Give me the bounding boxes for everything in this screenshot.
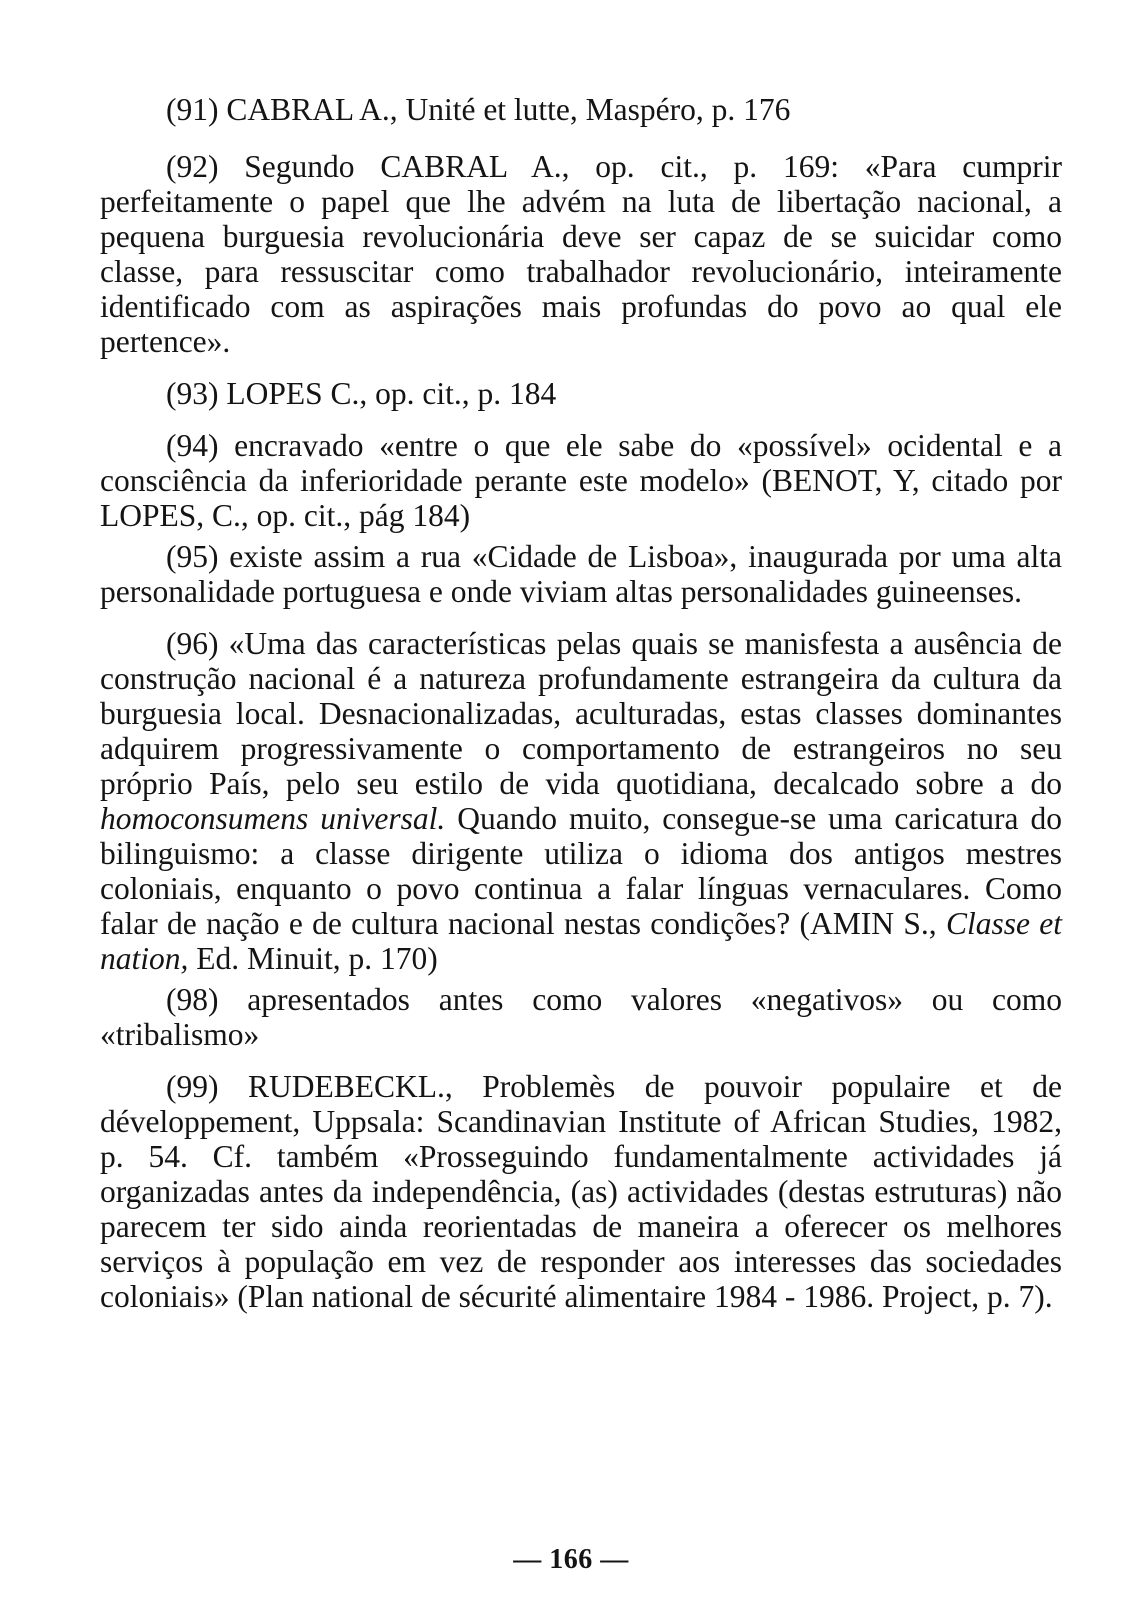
footnote-98	[100, 982, 1062, 1052]
footnote-96-text-a: (96) «Uma das características pelas quais se manisfesta a ausência de construção nacional é a natureza profundamente estrangeira da cultura da burguesia local. Desnacionalizadas, aculturadas, estas classes dominantes adquirem progressivamente o comportamento de estrangeiros no seu próprio País, pelo seu estilo de vida quotidiana, decalcado sobre a do	[100, 626, 1062, 801]
footnote-93	[100, 376, 1062, 411]
footnote-94	[100, 428, 1062, 533]
footnote-93-text: (93) LOPES C., op. cit., p. 184	[166, 376, 557, 411]
footnote-96-text-b: Quando muito, consegue-se uma caricatura do bilinguismo: a classe dirigente utiliza o idioma dos antigos mestres coloniais, enquanto o povo continua a falar línguas vernaculares. Como falar de nação e de cultura nacional nestas condições? (AMIN S.,	[100, 801, 1062, 941]
footnote-91-text: (91) CABRAL A., Unité et lutte, Maspéro, p. 176	[166, 92, 791, 127]
footnote-96-italic-homoconsumens: homoconsumens universal.	[100, 801, 446, 836]
footnotes-page	[100, 92, 1062, 1331]
footnote-95-text: (95) existe assim a rua «Cidade de Lisboa», inaugurada por uma alta personalidade portuguesa e onde viviam altas personalidades guineenses.	[100, 539, 1062, 609]
footnote-99	[100, 1069, 1062, 1314]
footnote-96	[100, 626, 1062, 976]
footnote-92-text: (92) Segundo CABRAL A., op. cit., p. 169: «Para cumprir perfeitamente o papel que lhe advém na luta de libertação nacional, a pequena burguesia revolucionária deve ser capaz de se suicidar como classe, para ressuscitar como trabalhador revolucionário, inteiramente identificado com as aspirações mais profundas do povo ao qual ele pertence».	[100, 149, 1062, 359]
page-number: — 166 —	[513, 1544, 629, 1575]
footnote-98-text: (98) apresentados antes como valores «negativos» ou como «tribalismo»	[100, 982, 1062, 1052]
footnote-94-text: (94) encravado «entre o que ele sabe do «possível» ocidental e a consciência da inferioridade perante este modelo» (BENOT, Y, citado por LOPES, C., op. cit., pág 184)	[100, 428, 1062, 533]
footnote-96-italic-classe-et-nation: Classe et nation,	[100, 906, 1063, 976]
footnote-99-text: (99) RUDEBECKL., Problemès de pouvoir populaire et de développement, Uppsala: Scandinavian Institute of African Studies, 1982, p. 54. Cf. também «Prosseguindo fundamentalmente actividades já organizadas antes da independência, (as) actividades (destas estruturas) não parecem ter sido ainda reorientadas de maneira a oferecer os melhores serviços à população em vez de responder aos interesses das sociedades coloniais» (Plan national de sécurité alimentaire 1984 - 1986. Project, p. 7).	[100, 1069, 1062, 1314]
footnote-91	[100, 92, 1062, 127]
footnote-95	[100, 539, 1062, 609]
footnote-96-text-c: Ed. Minuit, p. 170)	[188, 941, 438, 976]
footnote-92	[100, 149, 1062, 359]
